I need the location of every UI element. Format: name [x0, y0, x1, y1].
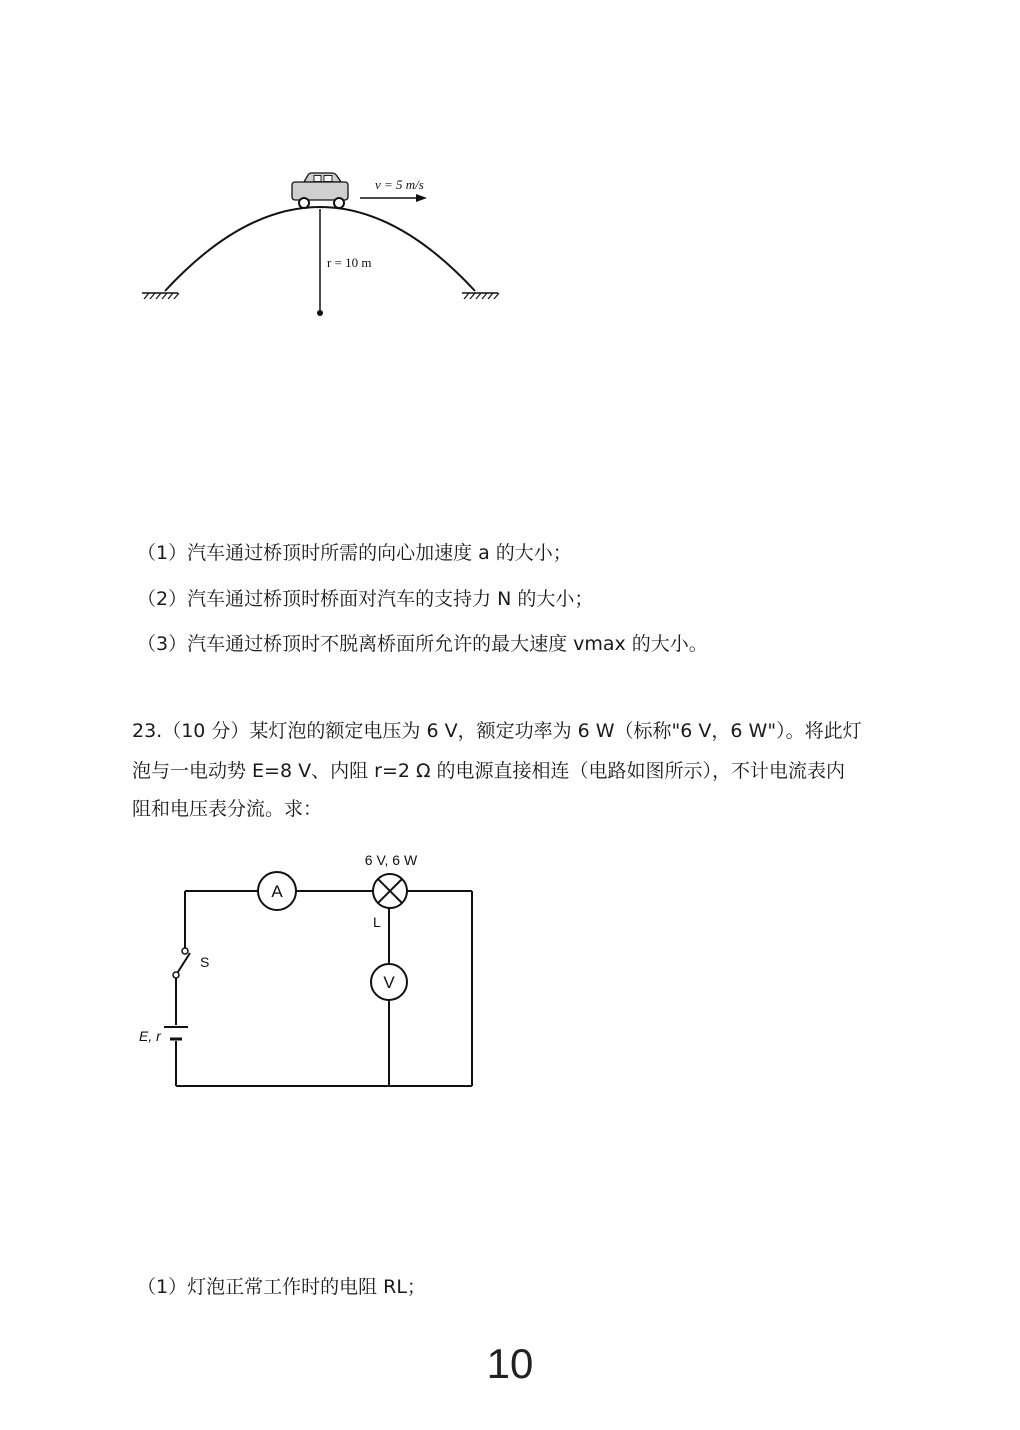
q23-line-3: 阻和电压表分流。求： [132, 798, 323, 820]
bridge-figure [130, 165, 520, 335]
ammeter-icon [258, 872, 296, 910]
page-number: 10 [486, 1340, 534, 1387]
source-label: E, r [139, 1028, 161, 1044]
velocity-label: v = 5 m/s [375, 177, 424, 192]
bulb-rating-label: 6 V, 6 W [364, 852, 418, 868]
circuit-figure [130, 845, 510, 1105]
voltmeter-label: V [383, 973, 395, 992]
center-dot [317, 310, 323, 316]
q22-part-2: （2）汽车通过桥顶时桥面对汽车的支持力 N 的大小； [137, 588, 594, 610]
q22-part-3: （3）汽车通过桥顶时不脱离桥面所允许的最大速度 vmax 的大小。 [137, 633, 708, 655]
radius-label: r = 10 m [327, 255, 372, 270]
q23-line-2: 泡与一电动势 E=8 V、内阻 r=2 Ω 的电源直接相连（电路如图所示），不计电流表内 [132, 760, 846, 782]
q23-part-1: （1）灯泡正常工作时的电阻 RL； [137, 1276, 426, 1298]
q22-part-1: （1）汽车通过桥顶时所需的向心加速度 a 的大小； [137, 542, 572, 564]
bulb-icon [373, 874, 407, 908]
q23-line-1: 23.（10 分）某灯泡的额定电压为 6 V，额定功率为 6 W（标称"6 V，6 W"）。将此灯 [132, 720, 862, 742]
switch-label: S [200, 954, 210, 970]
car-icon [292, 173, 348, 208]
bulb-label: L [373, 914, 381, 930]
voltmeter-icon [371, 964, 407, 1000]
ammeter-label: A [271, 882, 283, 901]
